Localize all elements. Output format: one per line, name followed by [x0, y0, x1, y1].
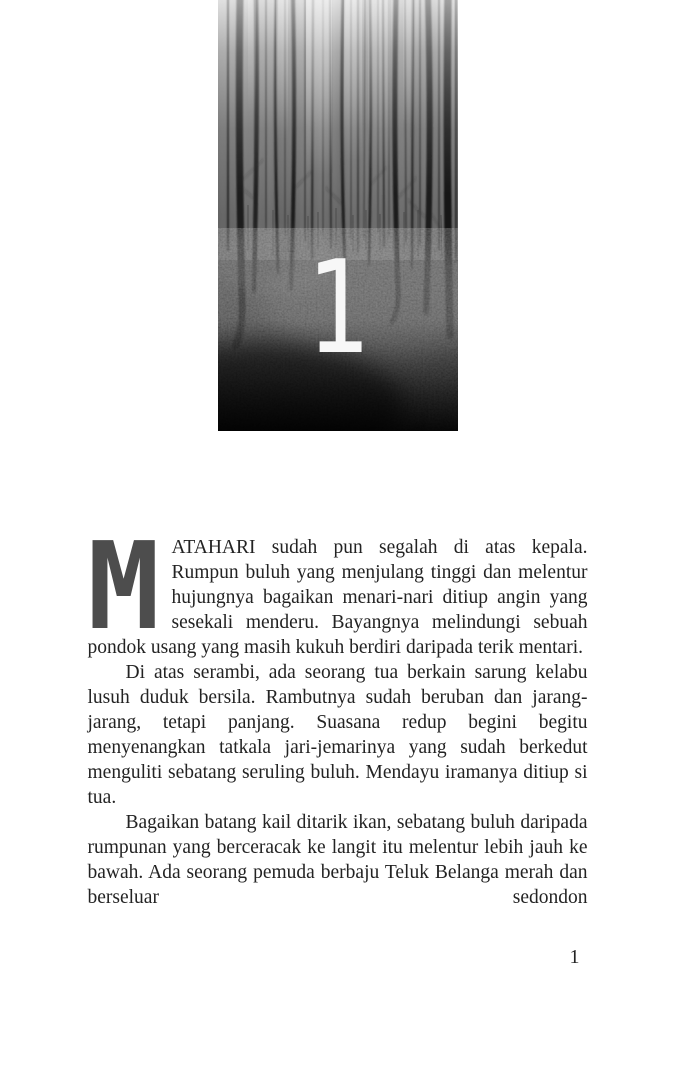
paragraph-1 — [87, 518, 588, 660]
paragraph-1-text: ATAHARI sudah pun segalah di atas kepala. Rumpun buluh yang menjulang tinggi dan melentur hujungnya bagaikan menari-nari ditiup angin yang sesekali menderu. Bayangnya melindungi sebuah pondok usang yang masih kukuh berdiri daripada terik mentari. — [87, 537, 588, 658]
dropcap-letter — [87, 518, 172, 657]
dropcap-glyph: M — [87, 518, 160, 657]
paragraph-2 — [88, 660, 588, 810]
paragraph-3 — [88, 810, 588, 910]
page-number: 1 — [569, 946, 580, 968]
paragraph-2-text: Di atas serambi, ada seorang tua berkain sarung kelabu lusuh duduk bersila. Rambutnya sudah beruban dan jarang-jarang, tetapi panjang. Suasana redup begini begitu menyenangkan tatkala jari-jemarinya yang sudah berkedut menguliti sebatang seruling buluh. Mendayu iramanya ditiup si tua. — [87, 662, 588, 808]
paragraph-3-text: Bagaikan batang kail ditarik ikan, sebatang buluh daripada rumpunan yang berceracak ke langit itu melentur lebih jauh ke bawah. Ada seorang pemuda berbaju Teluk Belanga merah dan berseluar sedondon — [87, 812, 588, 908]
chapter-number: 1 — [306, 233, 371, 384]
body-text-block — [87, 518, 588, 910]
chapter-header-image — [218, 0, 458, 431]
forest-photo — [218, 0, 458, 431]
